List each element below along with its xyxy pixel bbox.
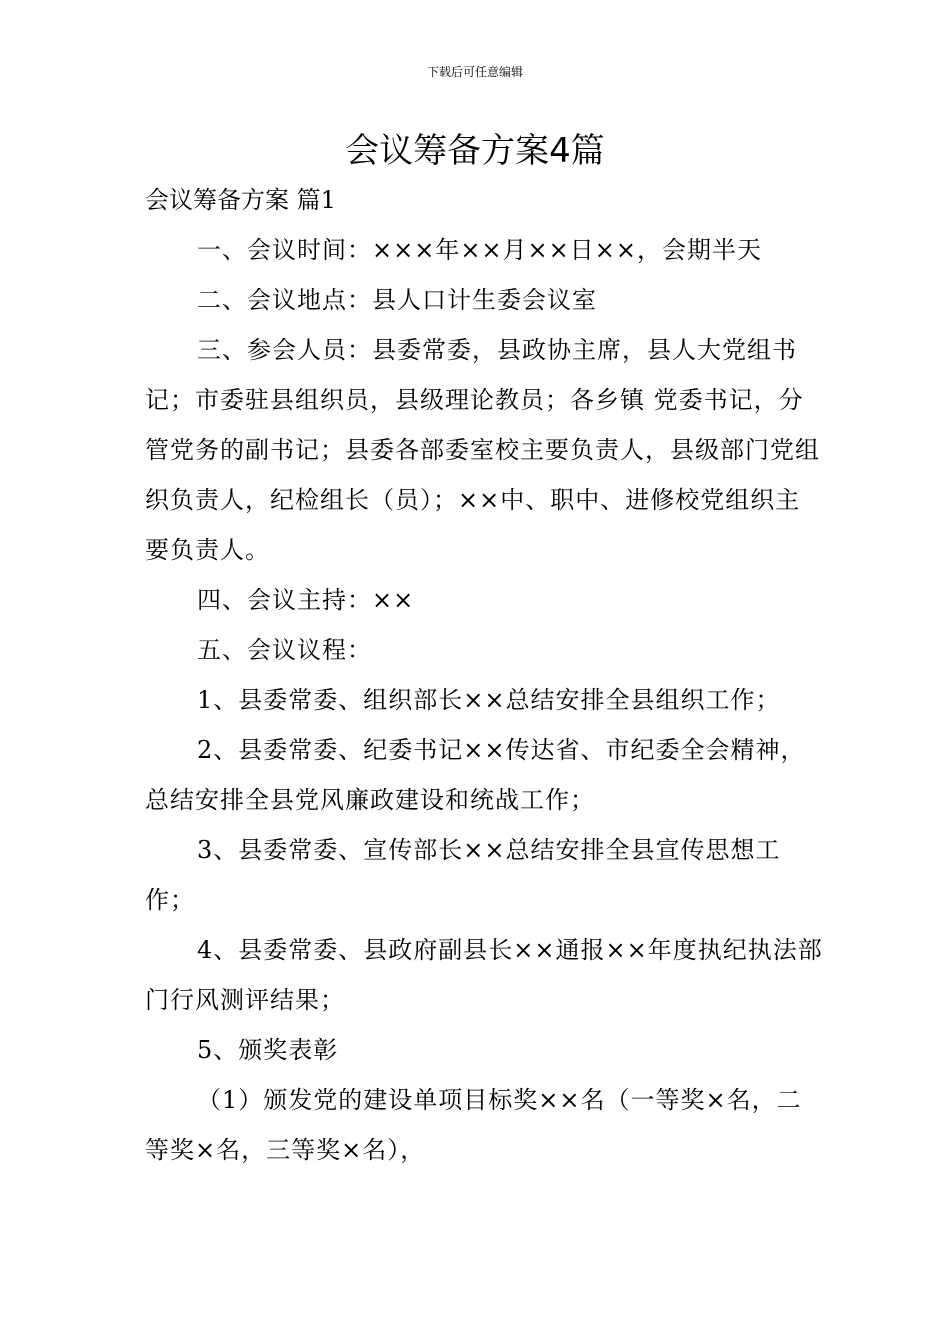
paragraph-award-item-1: （1）颁发党的建设单项目标奖××名（一等奖×名，二等奖×名，三等奖×名），	[145, 1086, 802, 1164]
document-body	[145, 225, 825, 1175]
paragraph-host: 四、会议主持：××	[197, 586, 415, 614]
paragraph-agenda-heading: 五、会议议程：	[197, 636, 372, 664]
paragraph-attendees: 三、参会人员：县委常委，县政协主席，县人大党组书记；市委驻县组织员，县级理论教员；各乡镇 党委书记，分管党务的副书记；县委各部委室校主要负责人，县级部门党组织负责人，纪检组长（员）；××中、职中、进修校党组织主要负责人。	[145, 336, 820, 564]
document-title: 会议筹备方案4篇	[345, 131, 605, 171]
paragraph-agenda-item-4: 4、县委常委、县政府副县长××通报××年度执纪执法部门行风测评结果；	[145, 936, 823, 1014]
paragraph-agenda-item-3: 3、县委常委、宣传部长××总结安排全县宣传思想工作；	[145, 836, 781, 914]
paragraph-agenda-item-1: 1、县委常委、组织部长××总结安排全县组织工作；	[197, 686, 781, 714]
paragraph-agenda-item-2: 2、县委常委、纪委书记××传达省、市纪委全会精神，总结安排全县党风廉政建设和统战工作；	[145, 736, 806, 814]
section-heading: 会议筹备方案 篇1	[145, 186, 336, 214]
paragraph-agenda-item-5: 5、颁奖表彰	[197, 1036, 339, 1064]
header-note: 下载后可任意编辑	[426, 65, 523, 79]
paragraph-meeting-time: 一、会议时间：×××年××月××日××，会期半天	[197, 236, 762, 264]
paragraph-meeting-location: 二、会议地点：县人口计生委会议室	[197, 286, 597, 314]
